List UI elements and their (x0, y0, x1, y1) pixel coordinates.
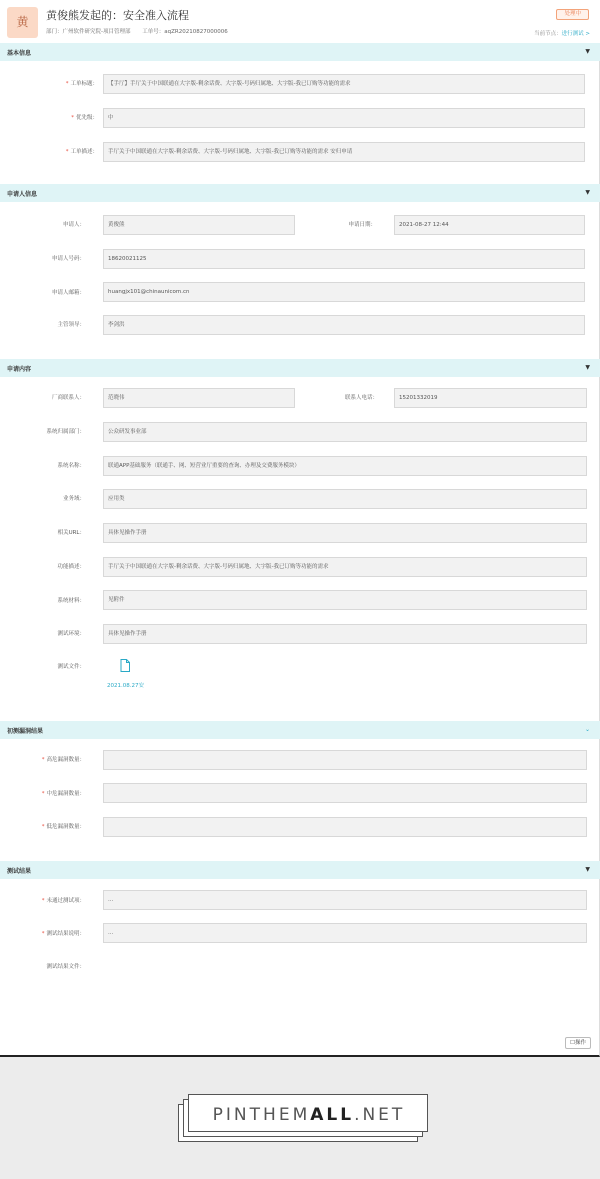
section-applicant-header[interactable] (0, 184, 600, 202)
test-file-link[interactable]: 2021.08.27安 (107, 683, 144, 689)
mid-vuln-field[interactable] (103, 783, 587, 803)
section-content-header[interactable] (0, 359, 600, 377)
leader-label: 主管领导： (57, 322, 85, 328)
title-field[interactable]: 【手厅】手厅关于中国联通在大字版-剩余话费、大字版-号码归属地、大字版-我已订购等功能的需求 (103, 74, 585, 94)
business-domain-field[interactable]: 应用类 (103, 489, 587, 509)
applicant-email-field[interactable]: huangjx101@chinaunicom.cn (103, 282, 585, 302)
node-link[interactable]: 进行测试 > (561, 31, 590, 37)
low-vuln-field[interactable] (103, 817, 587, 837)
test-env-field[interactable]: 具体见操作手册 (103, 624, 587, 644)
ticket-meta (46, 27, 238, 35)
high-vuln-field[interactable] (103, 750, 587, 770)
ticket-header (0, 0, 600, 43)
contact-phone-label: 联系人电话： (344, 395, 378, 401)
system-material-label: 系统材料： (57, 598, 85, 604)
section-title: 申请人信息 (7, 191, 38, 198)
applicant-name-label: 申请人： (62, 222, 85, 228)
applicant-email-label: 申请人邮箱： (51, 290, 85, 296)
business-domain-label: 业务域： (62, 496, 85, 502)
section-title: 申请内容 (7, 366, 32, 373)
status-badge: 处理中 (556, 9, 589, 20)
system-name-field[interactable]: 联通APP基础服务（联通手、网、短营业厅重要的查询、办理及交费服务模块） (103, 456, 587, 476)
result-desc-label: * 测试结果说明： (41, 931, 85, 937)
contact-phone-field[interactable]: 15201332019 (394, 388, 587, 408)
mid-vuln-label: * 中危漏洞数量： (41, 791, 85, 797)
test-env-label: 测试环境： (57, 631, 85, 637)
high-vuln-label: * 高危漏洞数量： (41, 757, 85, 763)
system-material-field[interactable]: 见附件 (103, 590, 587, 610)
system-name-label: 系统名称： (57, 463, 85, 469)
result-file-label: 测试结果文件： (46, 964, 85, 970)
page-title: 黄俊熊发起的：安全准入流程 (46, 9, 189, 22)
apply-date-label: 申请日期： (348, 222, 376, 228)
file-icon[interactable] (120, 659, 130, 672)
watermark-text: PINTHEMALL.NET (212, 1105, 406, 1125)
system-dept-field[interactable]: 公众研发事业部 (103, 422, 587, 442)
unpassed-items-label: * 未通过测试项： (41, 898, 85, 904)
section-result-header[interactable] (0, 861, 600, 879)
caret-down-icon[interactable]: ▼ (585, 189, 590, 196)
desc-field[interactable]: 手厅关于中国联通在大字版-剩余话费、大字版-号码归属地、大字版-我已订购等功能的需求 安归申请 (103, 142, 585, 162)
test-file-label: 测试文件： (57, 664, 85, 670)
watermark-logo (178, 1094, 428, 1146)
section-title: 基本信息 (7, 50, 32, 57)
section-basic-header[interactable] (0, 43, 600, 61)
vendor-contact-field[interactable]: 范晓伟 (103, 388, 295, 408)
low-vuln-label: * 低危漏洞数量： (41, 824, 85, 830)
node-label: 当前节点： (534, 31, 562, 37)
chevron-down-icon[interactable]: ⌄ (584, 726, 590, 733)
applicant-name-field[interactable]: 黄俊熊 (103, 215, 295, 235)
function-desc-label: 功能描述： (57, 564, 85, 570)
title-label: * 工单标题： (65, 81, 98, 87)
leader-field[interactable]: 李剑洪 (103, 315, 585, 335)
unpassed-items-field[interactable]: ... (103, 890, 587, 910)
system-dept-label: 系统归属部门： (46, 429, 85, 435)
caret-down-icon[interactable]: ▼ (585, 364, 590, 371)
watermark-card-front (188, 1094, 428, 1132)
current-node (534, 29, 590, 37)
result-desc-field[interactable]: ... (103, 923, 587, 943)
section-title: 初测漏洞结果 (7, 728, 44, 735)
apply-date-field[interactable]: 2021-08-27 12:44 (394, 215, 585, 235)
function-desc-field[interactable]: 手厅关于中国联通在大字版-剩余话费、大字版-号码归属地、大字版-我已订购等功能的需求 (103, 557, 587, 577)
ticket-number: 工单号：aqZR20210827000006 (142, 29, 228, 35)
dept-text: 部门：广州软件研究院-项目管理部 (46, 29, 131, 35)
caret-down-icon[interactable]: ▼ (585, 866, 590, 873)
section-initial-header[interactable] (0, 721, 600, 739)
avatar: 黄 (7, 7, 38, 38)
caret-down-icon[interactable]: ▼ (585, 48, 590, 55)
vendor-contact-label: 厂商联系人： (51, 395, 85, 401)
desc-label: * 工单描述： (65, 149, 98, 155)
section-title: 测试结果 (7, 868, 32, 875)
related-url-label: 相关URL： (57, 530, 85, 536)
priority-field[interactable]: 中 (103, 108, 585, 128)
applicant-phone-field[interactable]: 18620021125 (103, 249, 585, 269)
priority-label: * 优先级： (71, 115, 98, 121)
applicant-phone-label: 申请人号码： (51, 256, 85, 262)
action-button[interactable]: ☐操作 (565, 1037, 591, 1049)
related-url-field[interactable]: 具体见操作手册 (103, 523, 587, 543)
